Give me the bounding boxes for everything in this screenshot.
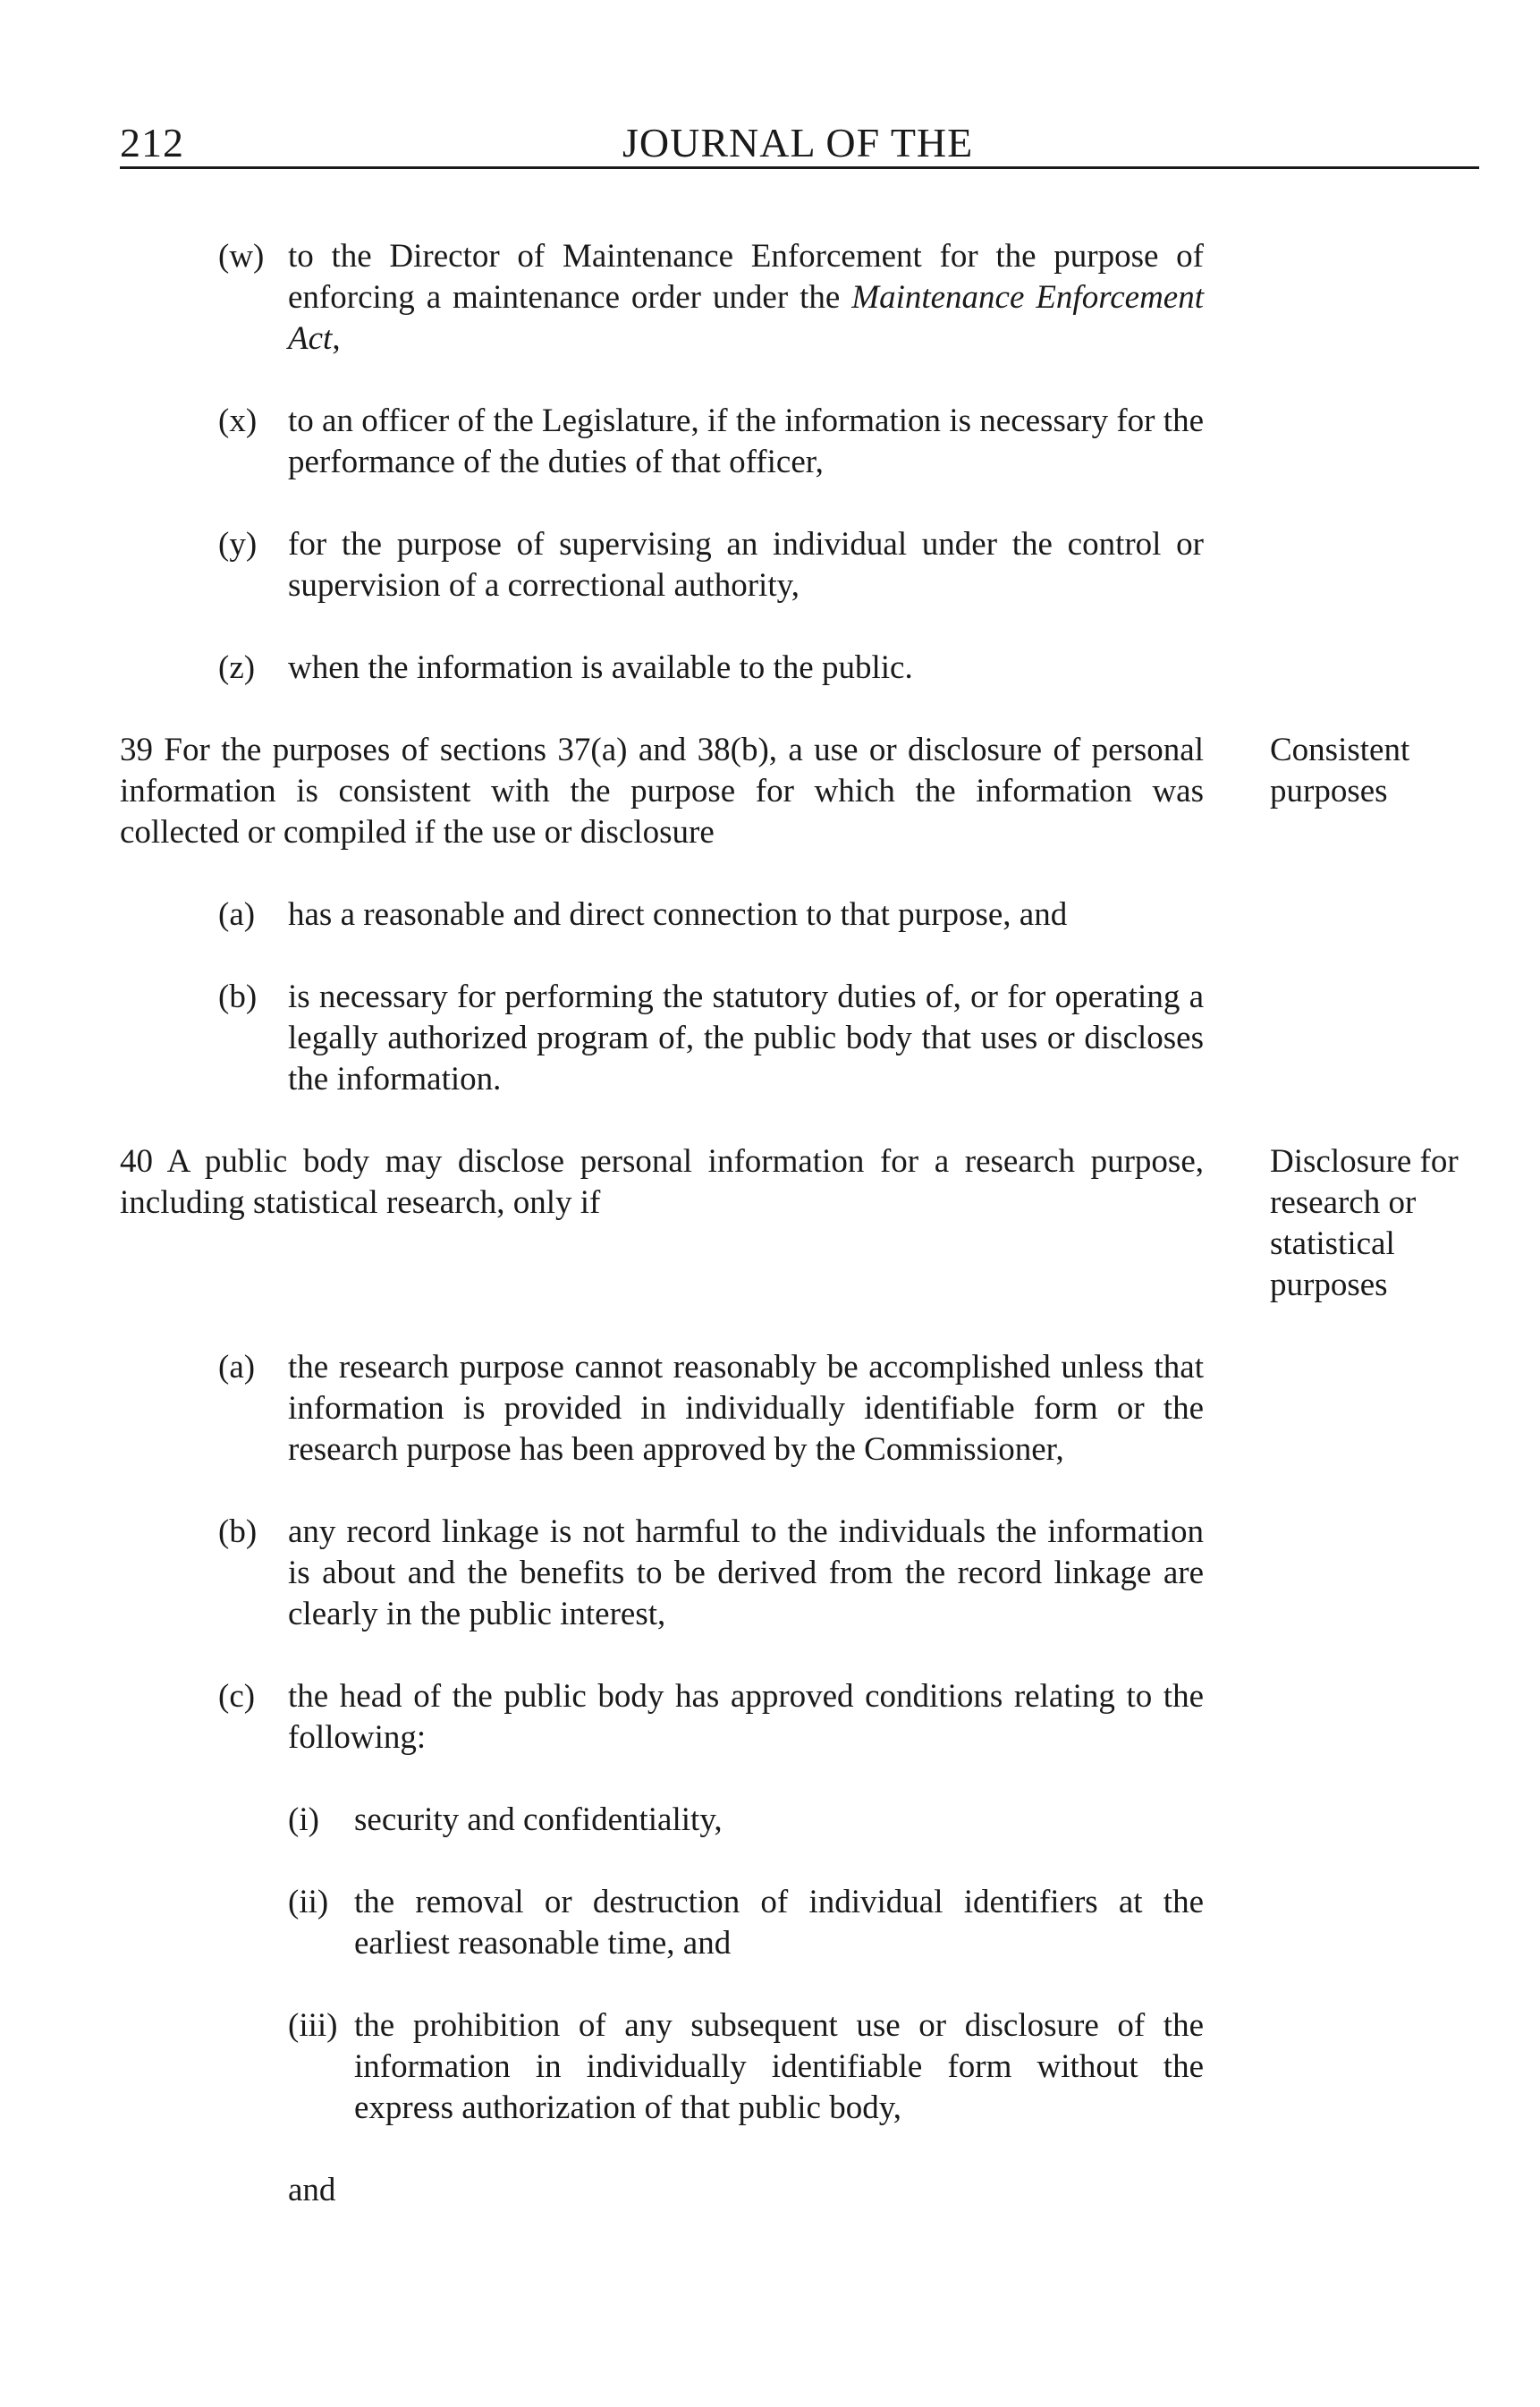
clause-label-w: (w) — [218, 238, 265, 275]
clause-label-x: (x) — [218, 403, 258, 439]
closing-and: and — [288, 2172, 336, 2208]
margin-note-line: research or — [1270, 1184, 1417, 1221]
clause-text-z: when the information is available to the public. — [288, 649, 913, 686]
clause-label-40b: (b) — [218, 1513, 258, 1550]
subclause-label-iii: (iii) — [288, 2007, 338, 2044]
margin-note-line: Disclosure for — [1270, 1143, 1459, 1180]
margin-note-line: purposes — [1270, 1267, 1388, 1303]
margin-note-consistent-purposes — [1270, 730, 1502, 812]
page-number: 212 — [120, 120, 184, 165]
clause-text-y: for the purpose of supervising an individual under the control or supervision of a correctional authority, — [288, 526, 1204, 604]
subclause-text-iii: the prohibition of any subsequent use or disclosure of the information in individually identifiable form without the express authorization of that public body, — [354, 2007, 1204, 2126]
margin-note-line: Consistent — [1270, 732, 1410, 768]
act-name: Maintenance Enforcement Act — [288, 279, 1205, 357]
header-rule — [120, 166, 1479, 169]
subclause-text-i: security and confidentiality, — [354, 1801, 723, 1838]
clause-text-40a: the research purpose cannot reasonably be accomplished unless that information is provided in individually identifiable form or the research purpose has been approved by the Commissioner, — [288, 1349, 1204, 1468]
subclause-text-ii: the removal or destruction of individual identifiers at the earliest reasonable time, and — [354, 1884, 1204, 1962]
page-header — [120, 116, 1479, 170]
clause-text-39a: has a reasonable and direct connection to that purpose, and — [288, 896, 1068, 933]
section-39-intro: 39 For the purposes of sections 37(a) and 38(b), a use or disclosure of personal information is consistent with the purpose for which the information was collected or compiled if the use or disclosure — [120, 732, 1204, 851]
clause-text-40c: the head of the public body has approved conditions relating to the following: — [288, 1678, 1204, 1756]
clause-label-40a: (a) — [218, 1349, 256, 1386]
margin-note-line: purposes — [1270, 773, 1388, 809]
clause-label-40c: (c) — [218, 1678, 256, 1715]
clause-text-w — [288, 236, 1204, 360]
clause-label-y: (y) — [218, 526, 258, 563]
margin-note-line: statistical — [1270, 1225, 1395, 1262]
clause-text-40b: any record linkage is not harmful to the individuals the information is about and the benefits to be derived from the record linkage are clearly in the public interest, — [288, 1513, 1204, 1632]
clause-text-39b: is necessary for performing the statutory duties of, or for operating a legally authorized program of, the public body that uses or discloses the information. — [288, 979, 1204, 1098]
clause-label-39a: (a) — [218, 896, 256, 933]
clause-label-39b: (b) — [218, 979, 258, 1015]
subclause-label-ii: (ii) — [288, 1884, 329, 1920]
running-head: JOURNAL OF THE — [622, 120, 974, 165]
section-40-intro: 40 A public body may disclose personal information for a research purpose, including statistical research, only if — [120, 1143, 1204, 1221]
clause-text-w-before: to the Director of Maintenance Enforcement for the purpose of enforcing a maintenance order under the — [288, 238, 1204, 316]
clause-text-w-after: , — [332, 320, 341, 357]
margin-note-disclosure-research — [1270, 1141, 1502, 1306]
clause-text-x: to an officer of the Legislature, if the information is necessary for the performance of the duties of that officer, — [288, 403, 1204, 480]
clause-label-z: (z) — [218, 649, 256, 686]
subclause-label-i: (i) — [288, 1801, 319, 1838]
